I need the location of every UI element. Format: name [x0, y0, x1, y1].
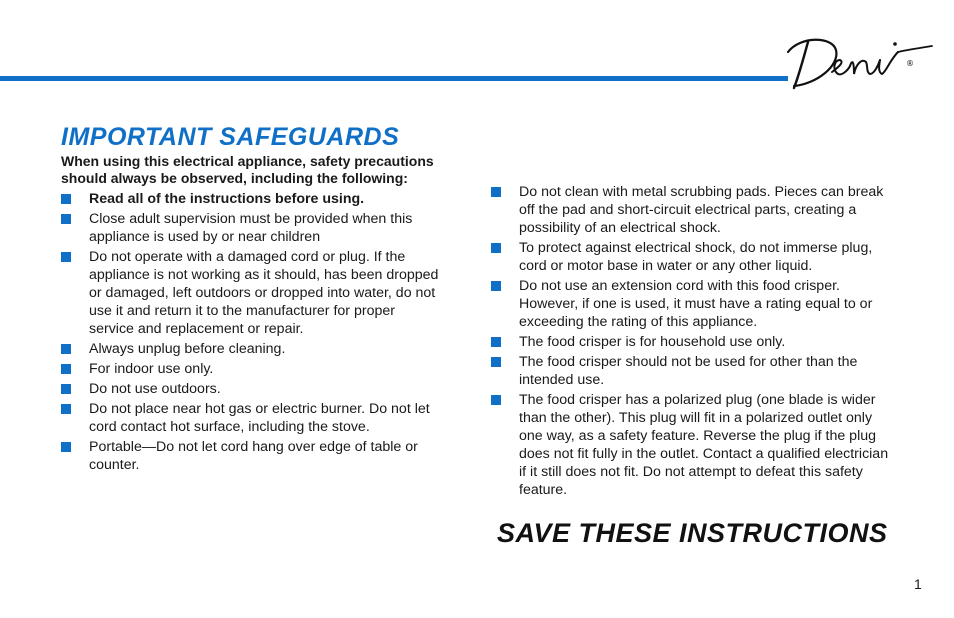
list-item-text: The food crisper is for household use only.	[519, 334, 786, 350]
right-column	[491, 183, 891, 501]
registered-mark: ®	[906, 59, 914, 68]
deni-logo	[786, 30, 936, 94]
list-item	[61, 340, 443, 358]
intro-text: When using this electrical appliance, safety precautions should always be observed, including the following:	[61, 153, 434, 186]
list-item	[491, 391, 891, 499]
square-bullet-icon	[61, 364, 71, 374]
list-item	[491, 277, 891, 331]
left-safeguard-list	[61, 190, 443, 474]
header-rule	[0, 76, 788, 81]
left-column	[61, 123, 443, 476]
list-item	[61, 380, 443, 398]
list-item	[61, 360, 443, 378]
list-item-text: Read all of the instructions before using.	[89, 191, 365, 207]
list-item	[61, 438, 443, 474]
list-item-text: The food crisper has a polarized plug (one blade is wider than the other). This plug will fit in a polarized outlet only one way, as a safety feature. Reverse the plug if the plug does not fit fully in the outlet. Contact a qualified electrician if it still does not fit. Do not attempt to defeat this safety feature.	[519, 392, 889, 498]
deni-logo-graphic	[786, 30, 936, 94]
list-item-text: Always unplug before cleaning.	[89, 341, 286, 357]
square-bullet-icon	[61, 384, 71, 394]
square-bullet-icon	[61, 214, 71, 224]
list-item-text: To protect against electrical shock, do not immerse plug, cord or motor base in water or any other liquid.	[519, 240, 873, 274]
list-item-text: The food crisper should not be used for other than the intended use.	[519, 354, 858, 388]
square-bullet-icon	[61, 442, 71, 452]
list-item	[61, 248, 443, 338]
list-item-text: Do not clean with metal scrubbing pads. Pieces can break off the pad and short-circuit electrical parts, creating a possibility of an electrical shock.	[519, 184, 884, 236]
page-title: IMPORTANT SAFEGUARDS	[61, 123, 400, 151]
list-item	[491, 353, 891, 389]
list-item-text: Do not operate with a damaged cord or plug. If the appliance is not working as it should, has been dropped or damaged, left outdoors or dropped into water, do not use it and return it to the manufacturer for proper service and replacement or repair.	[89, 249, 439, 337]
list-item	[61, 210, 443, 246]
list-item-text: Do not place near hot gas or electric burner. Do not let cord contact hot surface, including the stove.	[89, 401, 430, 435]
list-item-text: Do not use an extension cord with this food crisper. However, if one is used, it must have a rating equal to or exceeding the rating of this appliance.	[519, 278, 873, 330]
page-number: 1	[914, 576, 922, 592]
list-item-text: Portable—Do not let cord hang over edge of table or counter.	[89, 439, 418, 473]
square-bullet-icon	[491, 357, 501, 367]
right-safeguard-list	[491, 183, 891, 499]
list-item-text: For indoor use only.	[89, 361, 214, 377]
square-bullet-icon	[491, 395, 501, 405]
square-bullet-icon	[61, 194, 71, 204]
square-bullet-icon	[61, 404, 71, 414]
square-bullet-icon	[491, 281, 501, 291]
square-bullet-icon	[61, 344, 71, 354]
list-item-text: Do not use outdoors.	[89, 381, 221, 397]
square-bullet-icon	[491, 187, 501, 197]
square-bullet-icon	[491, 337, 501, 347]
list-item	[61, 400, 443, 436]
list-item	[491, 239, 891, 275]
square-bullet-icon	[61, 252, 71, 262]
list-item	[491, 333, 891, 351]
list-item	[61, 190, 443, 208]
square-bullet-icon	[491, 243, 501, 253]
list-item	[491, 183, 891, 237]
list-item-text: Close adult supervision must be provided when this appliance is used by or near children	[89, 211, 413, 245]
save-instructions-heading: SAVE THESE INSTRUCTIONS	[497, 518, 888, 548]
